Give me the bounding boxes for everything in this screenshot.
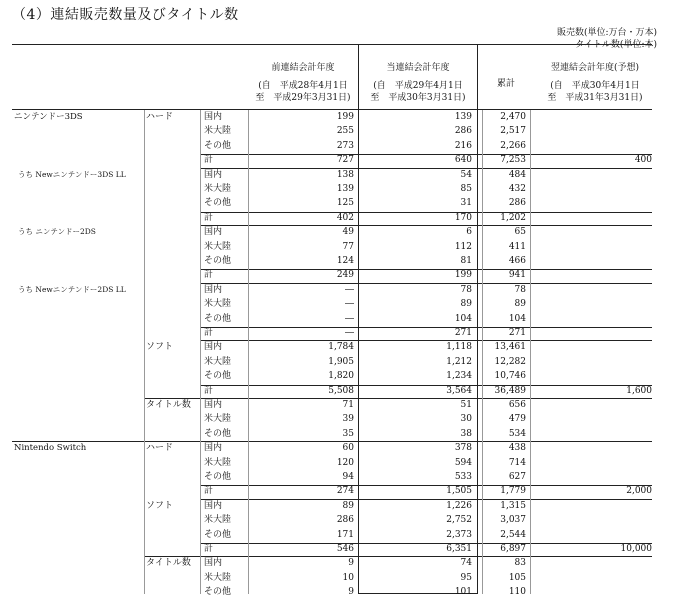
region-label: その他 bbox=[204, 313, 232, 324]
current-year-value: 6,351 bbox=[446, 544, 472, 554]
region-label: 計 bbox=[204, 212, 214, 223]
cumulative-value: 656 bbox=[508, 400, 526, 410]
current-year-value: 78 bbox=[460, 284, 472, 295]
region-label: 国内 bbox=[204, 112, 223, 122]
cumulative-value: 627 bbox=[508, 472, 526, 482]
cumulative-value: 286 bbox=[508, 198, 526, 209]
subtotal-rule bbox=[200, 327, 652, 328]
header-curr-label: 当連結会計年度 bbox=[386, 63, 450, 73]
cumulative-value: 411 bbox=[508, 241, 526, 252]
category-label: ハード bbox=[146, 112, 174, 122]
cumulative-value: 2,517 bbox=[500, 126, 526, 137]
prev-year-value: 1,905 bbox=[328, 356, 354, 367]
cumulative-value: 89 bbox=[514, 299, 526, 310]
header-cumulative: 累計 bbox=[496, 79, 515, 89]
current-year-value: 2,752 bbox=[446, 515, 472, 526]
prev-year-value: 1,820 bbox=[328, 371, 354, 382]
current-year-value: 1,505 bbox=[446, 486, 472, 497]
prev-year-value: 89 bbox=[342, 500, 354, 511]
cumulative-value: 3,037 bbox=[500, 515, 526, 526]
prev-year-value: ― bbox=[345, 299, 354, 310]
category-label: ソフト bbox=[146, 500, 174, 511]
region-label: 計 bbox=[204, 328, 214, 338]
next-year-forecast-value: 1,600 bbox=[626, 385, 652, 396]
next-year-forecast-value: 400 bbox=[634, 155, 652, 166]
region-label: 国内 bbox=[204, 169, 223, 180]
current-year-value: 3,564 bbox=[446, 385, 472, 396]
prev-year-value: 94 bbox=[342, 472, 354, 482]
subtotal-rule bbox=[200, 385, 652, 386]
current-year-value: 2,373 bbox=[446, 529, 472, 540]
region-label: 米大陸 bbox=[204, 126, 232, 137]
cumulative-value: 484 bbox=[508, 169, 526, 180]
header-prev-from: (自 平成28年4月1日 bbox=[258, 81, 348, 91]
prev-year-value: 49 bbox=[342, 227, 354, 238]
current-year-value: 112 bbox=[454, 241, 472, 252]
cumulative-value: 7,253 bbox=[500, 155, 526, 166]
region-label: 国内 bbox=[204, 400, 223, 410]
prev-year-value: 546 bbox=[336, 544, 354, 554]
region-label: 計 bbox=[204, 270, 214, 281]
cumulative-value: 438 bbox=[508, 443, 526, 454]
prev-year-value: 138 bbox=[336, 169, 354, 180]
current-year-value: 74 bbox=[460, 558, 472, 569]
product-label: ニンテンドー3DS bbox=[14, 112, 83, 122]
region-label: 国内 bbox=[204, 342, 223, 353]
current-year-value: 170 bbox=[454, 212, 472, 223]
current-year-value: 1,226 bbox=[446, 500, 472, 511]
region-label: 国内 bbox=[204, 284, 223, 295]
current-year-value: 104 bbox=[454, 313, 472, 324]
region-label: 米大陸 bbox=[204, 184, 232, 194]
current-year-value: 54 bbox=[460, 169, 472, 180]
section-rule bbox=[144, 556, 528, 557]
prev-year-value: 199 bbox=[336, 112, 354, 122]
cumulative-value: 1,779 bbox=[500, 486, 526, 497]
subtotal-rule bbox=[200, 154, 652, 155]
region-label: その他 bbox=[204, 587, 232, 598]
region-label: その他 bbox=[204, 256, 232, 266]
current-year-value: 286 bbox=[454, 126, 472, 137]
region-label: 国内 bbox=[204, 558, 223, 569]
cumulative-value: 6,897 bbox=[500, 544, 526, 554]
current-year-value: 533 bbox=[454, 472, 472, 482]
prev-year-value: 5,508 bbox=[328, 385, 354, 396]
product-label: Nintendo Switch bbox=[14, 443, 87, 454]
page-title: （4）連結販売数量及びタイトル数 bbox=[12, 7, 239, 23]
cumulative-value: 1,315 bbox=[500, 500, 526, 511]
prev-year-value: ― bbox=[345, 313, 354, 324]
cumulative-value: 105 bbox=[508, 572, 526, 583]
region-label: 米大陸 bbox=[204, 457, 232, 468]
current-year-value: 216 bbox=[454, 140, 472, 151]
prev-year-value: 77 bbox=[342, 241, 354, 252]
next-year-forecast-value: 2,000 bbox=[626, 486, 652, 497]
current-year-value: 1,234 bbox=[446, 371, 472, 382]
prev-year-value: 39 bbox=[342, 414, 354, 425]
prev-year-value: 727 bbox=[336, 155, 354, 166]
prev-year-value: 35 bbox=[342, 428, 354, 439]
header-next-from: (自 平成30年4月1日 bbox=[550, 81, 640, 91]
prev-year-value: 171 bbox=[336, 529, 354, 540]
prev-year-value: 273 bbox=[336, 140, 354, 151]
region-label: その他 bbox=[204, 371, 232, 382]
region-label: その他 bbox=[204, 529, 232, 540]
prev-year-value: 402 bbox=[336, 212, 354, 223]
region-label: 米大陸 bbox=[204, 356, 232, 367]
prev-year-value: 249 bbox=[336, 270, 354, 281]
unit-note-titles: タイトル数(単位:本) bbox=[575, 40, 657, 50]
region-label: 米大陸 bbox=[204, 241, 232, 252]
prev-year-value: 120 bbox=[336, 457, 354, 468]
category-label: ソフト bbox=[146, 342, 174, 353]
region-label: 米大陸 bbox=[204, 572, 232, 583]
cumulative-value: 2,470 bbox=[500, 112, 526, 122]
cumulative-value: 479 bbox=[508, 414, 526, 425]
prev-year-value: 10 bbox=[342, 572, 354, 583]
prev-column-rule bbox=[248, 110, 249, 594]
header-curr-from: (自 平成29年4月1日 bbox=[373, 81, 463, 91]
category-label: ハード bbox=[146, 443, 174, 454]
prev-year-value: 124 bbox=[336, 256, 354, 266]
header-curr-to: 至 平成30年3月31日) bbox=[370, 93, 466, 103]
subtotal-rule bbox=[200, 269, 652, 270]
prev-year-value: 125 bbox=[336, 198, 354, 209]
current-year-value: 51 bbox=[460, 400, 472, 410]
product-label: うち ニンテンドー2DS bbox=[18, 227, 96, 237]
current-year-value: 89 bbox=[460, 299, 472, 310]
product-label: うち Newニンテンドー3DS LL bbox=[18, 169, 126, 179]
current-year-value: 38 bbox=[460, 428, 472, 439]
header-prev-label: 前連結会計年度 bbox=[271, 63, 335, 73]
region-label: 米大陸 bbox=[204, 515, 232, 526]
cumulative-value: 271 bbox=[508, 328, 526, 338]
cumulative-value: 2,544 bbox=[500, 529, 526, 540]
region-label: 国内 bbox=[204, 227, 223, 238]
current-year-value: 95 bbox=[460, 572, 472, 583]
cumulative-value: 13,461 bbox=[494, 342, 526, 353]
cumulative-value: 432 bbox=[508, 184, 526, 194]
region-label: 計 bbox=[204, 155, 214, 166]
region-label: 米大陸 bbox=[204, 414, 232, 425]
current-year-value: 199 bbox=[454, 270, 472, 281]
current-year-value: 139 bbox=[454, 112, 472, 122]
cumulative-value: 110 bbox=[508, 587, 526, 598]
kind-column-rule bbox=[144, 110, 145, 594]
next-year-top-rule bbox=[530, 44, 652, 45]
header-next-label: 翌連結会計年度(予想) bbox=[550, 63, 640, 73]
current-year-value: 30 bbox=[460, 414, 472, 425]
product-rule bbox=[12, 441, 652, 442]
current-year-value: 271 bbox=[454, 328, 472, 338]
region-label: 計 bbox=[204, 544, 214, 554]
cumulative-value: 10,746 bbox=[494, 371, 526, 382]
section-rule bbox=[144, 398, 528, 399]
cumulative-value: 78 bbox=[514, 284, 526, 295]
region-label: 計 bbox=[204, 486, 214, 497]
next-year-forecast-value: 10,000 bbox=[620, 544, 652, 554]
current-year-value: 378 bbox=[454, 443, 472, 454]
current-year-value: 81 bbox=[460, 256, 472, 266]
cumulative-value: 2,266 bbox=[500, 140, 526, 151]
prev-year-value: ― bbox=[345, 284, 354, 295]
header-next-to: 至 平成31年3月31日) bbox=[547, 93, 643, 103]
cumulative-value: 104 bbox=[508, 313, 526, 324]
region-label: 米大陸 bbox=[204, 299, 232, 310]
cum-column-rule bbox=[482, 110, 483, 594]
category-label: タイトル数 bbox=[146, 558, 191, 569]
region-label: その他 bbox=[204, 472, 232, 482]
prev-year-value: 9 bbox=[348, 558, 354, 569]
prev-year-value: 286 bbox=[336, 515, 354, 526]
cumulative-value: 1,202 bbox=[500, 212, 526, 223]
cumulative-value: 36,489 bbox=[494, 385, 526, 396]
prev-year-value: ― bbox=[345, 328, 354, 338]
region-label: その他 bbox=[204, 428, 232, 439]
subtotal-rule bbox=[200, 212, 652, 213]
unit-note-sales: 販売数(単位:万台・万本) bbox=[556, 28, 657, 38]
region-label: 国内 bbox=[204, 443, 223, 454]
prev-year-value: 139 bbox=[336, 184, 354, 194]
category-label: タイトル数 bbox=[146, 400, 191, 410]
subtotal-rule bbox=[200, 543, 652, 544]
current-year-value: 31 bbox=[460, 198, 472, 209]
prev-year-value: 9 bbox=[348, 587, 354, 598]
current-year-value: 85 bbox=[460, 184, 472, 194]
current-year-value: 1,118 bbox=[446, 342, 472, 353]
region-label: その他 bbox=[204, 198, 232, 209]
cumulative-value: 534 bbox=[508, 428, 526, 439]
region-label: その他 bbox=[204, 140, 232, 151]
cumulative-value: 941 bbox=[508, 270, 526, 281]
cumulative-value: 83 bbox=[514, 558, 526, 569]
current-year-value: 6 bbox=[466, 227, 472, 238]
prev-year-value: 60 bbox=[342, 443, 354, 454]
region-label: 計 bbox=[204, 385, 214, 396]
cumulative-value: 714 bbox=[508, 457, 526, 468]
prev-year-value: 71 bbox=[342, 400, 354, 410]
prev-year-value: 274 bbox=[336, 486, 354, 497]
next-column-rule bbox=[530, 110, 531, 594]
current-year-value: 594 bbox=[454, 457, 472, 468]
current-year-value: 1,212 bbox=[446, 356, 472, 367]
region-column-rule bbox=[200, 110, 201, 594]
cumulative-value: 12,282 bbox=[494, 356, 526, 367]
cumulative-value: 466 bbox=[508, 256, 526, 266]
current-year-value: 640 bbox=[454, 155, 472, 166]
prev-year-value: 1,784 bbox=[328, 342, 354, 353]
subtotal-rule bbox=[200, 485, 652, 486]
cumulative-value: 65 bbox=[514, 227, 526, 238]
current-year-value: 101 bbox=[454, 587, 472, 598]
region-label: 国内 bbox=[204, 500, 223, 511]
header-prev-to: 至 平成29年3月31日) bbox=[255, 93, 351, 103]
product-label: うち Newニンテンドー2DS LL bbox=[18, 284, 126, 294]
prev-year-value: 255 bbox=[336, 126, 354, 137]
